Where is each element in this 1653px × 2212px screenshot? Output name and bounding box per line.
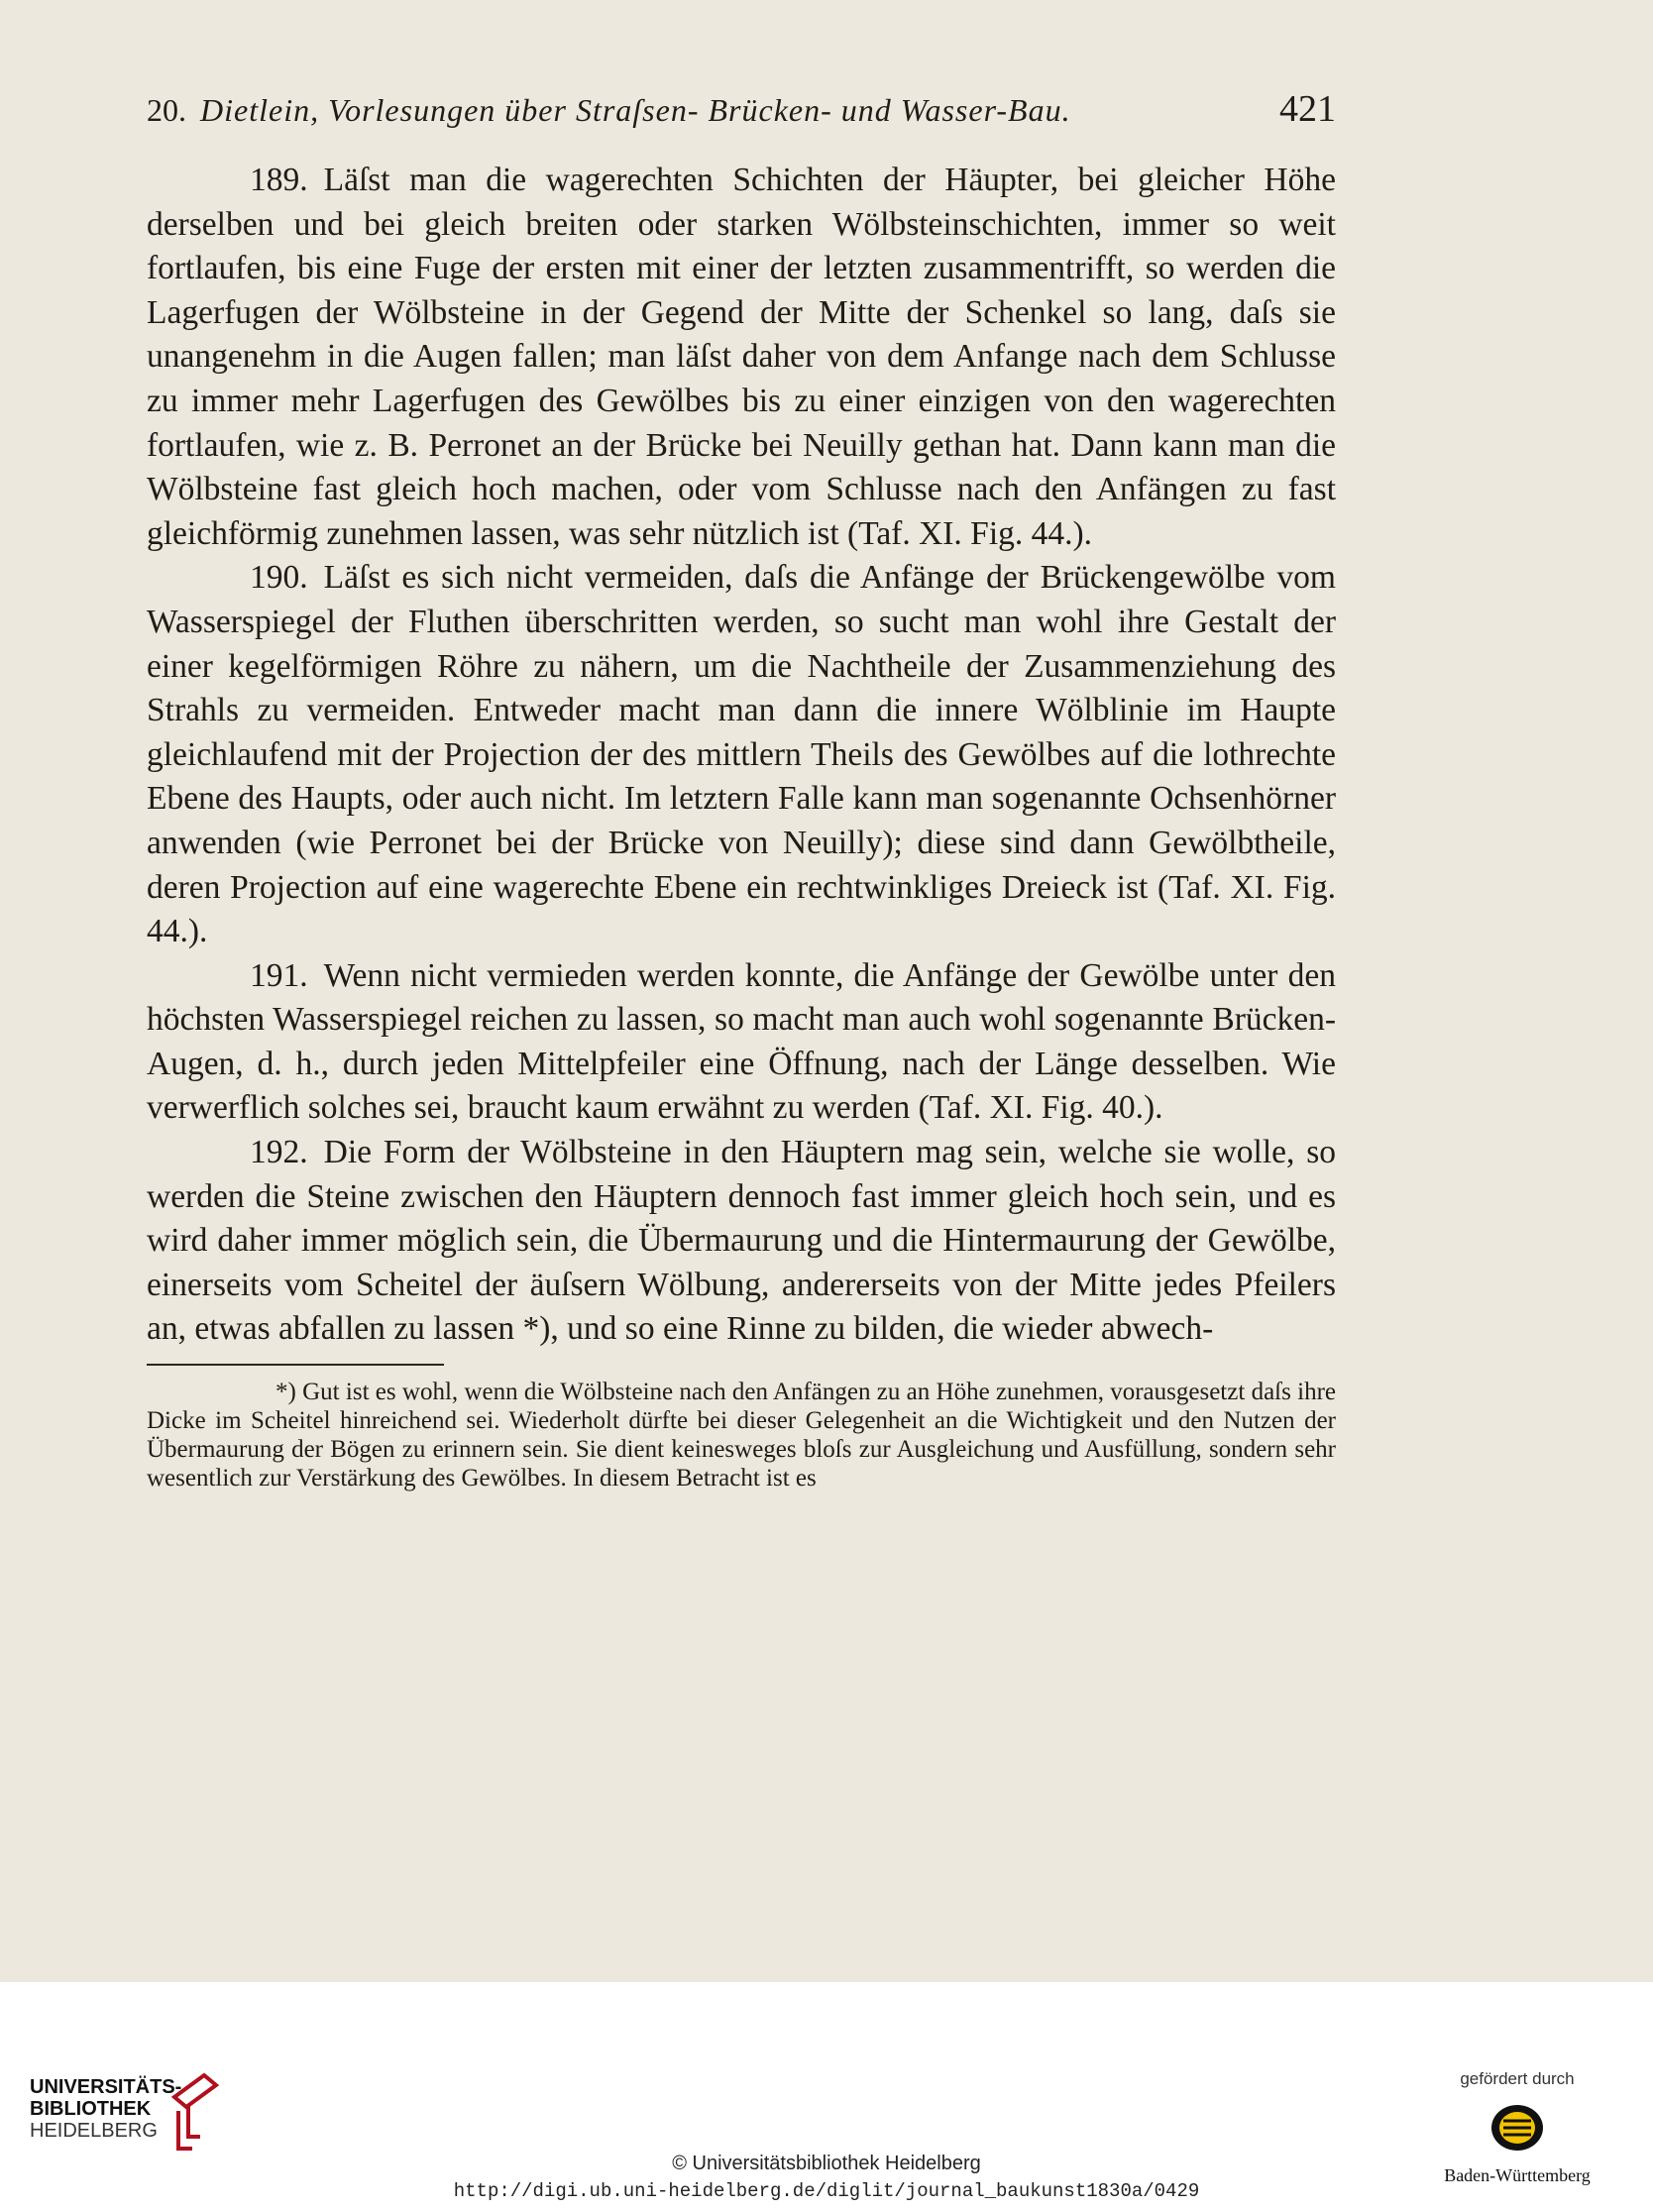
running-head-title: Dietlein, Vorlesungen über Straſsen- Brücken- und Wasser-Bau. bbox=[200, 92, 1071, 128]
main-text bbox=[147, 159, 1336, 1352]
library-name-line1: UNIVERSITÄTS- bbox=[30, 2076, 182, 2098]
text-block bbox=[147, 87, 1336, 1493]
library-name-line2: BIBLIOTHEK bbox=[30, 2098, 152, 2120]
paragraph-text: Läſst es sich nicht vermeiden, daſs die Anfänge der Brückengewölbe vom Wasserspiegel der Fluthen überschritten werden, so sucht man wohl ihre Gestalt der einer kegelförmigen Röhre zu nähern, um die Nachtheile der Zusammenziehung des Strahls zu vermeiden. Entweder macht man dann die innere Wölblinie im Haupte gleichlaufend mit der Projection der des mittlern Theils des Gewölbes auf die lothrechte Ebene des Haupts, oder auch nicht. Im letztern Falle kann man sogenannte Ochsenhörner anwenden (wie Perronet bei der Brücke von Neuilly); diese sind dann Gewölbtheile, deren Projection auf eine wagerechte Ebene ein rechtwinkliges Dreieck ist (Taf. XI. Fig. 44.). bbox=[147, 559, 1336, 950]
baden-wuerttemberg-seal-icon bbox=[1489, 2103, 1545, 2153]
section-number: 191. bbox=[250, 956, 308, 994]
paragraph-189 bbox=[147, 159, 1336, 556]
funder-name: Baden-Württemberg bbox=[1444, 2165, 1591, 2185]
library-name-line3: HEIDELBERG bbox=[30, 2120, 158, 2142]
running-head bbox=[147, 87, 1336, 147]
permalink[interactable]: http://digi.ub.uni-heidelberg.de/diglit/journal_baukunst1830a/0429 bbox=[453, 2180, 1200, 2202]
funder-block bbox=[1433, 2069, 1601, 2186]
paragraph-text: Die Form der Wölbsteine in den Häuptern mag sein, welche sie wolle, so werden die Steine zwischen den Häuptern dennoch fast immer gleich hoch sein, und es wird daher immer möglich sein, die Übermaurung und die Hintermaurung der Gewölbe, einerseits vom Scheitel der äuſsern Wölbung, andererseits von der Mitte jedes Pfeilers an, etwas abfallen zu lassen *), und so eine Rinne zu bilden, die wieder abwech- bbox=[147, 1134, 1336, 1348]
library-logo-icon bbox=[165, 2067, 222, 2157]
footnote-rule bbox=[147, 1364, 444, 1366]
section-number: 190. bbox=[250, 559, 308, 597]
library-logo-text[interactable] bbox=[30, 2076, 181, 2142]
copyright-notice: © Universitätsbibliothek Heidelberg bbox=[672, 2153, 981, 2174]
paragraph-190 bbox=[147, 556, 1336, 953]
footer bbox=[0, 1982, 1653, 2212]
footnote bbox=[147, 1378, 1336, 1493]
running-head-number: 20. bbox=[147, 92, 186, 128]
page-number: 421 bbox=[1279, 88, 1336, 130]
paragraph-text: Wenn nicht vermieden werden konnte, die Anfänge der Gewölbe unter den höchsten Wasserspiegel reichen zu lassen, so macht man auch wohl sogenannte Brücken-Augen, d. h., durch jeden Mittelpfeiler eine Öffnung, nach der Länge desselben. Wie verwerflich solches sei, braucht kaum erwähnt zu werden (Taf. XI. Fig. 40.). bbox=[147, 956, 1336, 1127]
paragraph-191 bbox=[147, 954, 1336, 1131]
section-number: 192. bbox=[250, 1134, 308, 1171]
paragraph-text: Läſst man die wagerechten Schichten der Häupter, bei gleicher Höhe derselben und bei gleich breiten oder starken Wölbsteinschichten, immer so weit fortlaufen, bis eine Fuge der ersten mit einer der letzten zusammentrifft, so werden die Lagerfugen der Wölbsteine in der Gegend der Mitte der Schenkel so lang, daſs sie unangenehm in die Augen fallen; man läſst daher von dem Anfange nach dem Schlusse zu immer mehr Lagerfugen des Gewölbes bis zu einer einzigen von den wagerechten fortlaufen, wie z. B. Perronet an der Brücke bei Neuilly gethan hat. Dann kann man die Wölbsteine fast gleich hoch machen, oder vom Schlusse nach den Anfängen zu fast gleichförmig zunehmen lassen, was sehr nützlich ist (Taf. XI. Fig. 44.). bbox=[147, 162, 1336, 552]
funded-by-label: gefördert durch bbox=[1460, 2069, 1575, 2088]
paragraph-192 bbox=[147, 1131, 1336, 1352]
section-number: 189. bbox=[250, 162, 308, 198]
footnote-text: *) Gut ist es wohl, wenn die Wölbsteine nach den Anfängen zu an Höhe zunehmen, vorausgesetzt daſs ihre Dicke im Scheitel hinreichend sei. Wiederholt dürfte bei dieser Gelegenheit an die Wichtigkeit und den Nutzen der Übermaurung der Bögen zu erinnern sein. Sie dient keinesweges bloſs zur Ausgleichung und Ausfüllung, sondern sehr wesentlich zur Verstärkung des Gewölbes. In diesem Betracht ist es bbox=[147, 1379, 1336, 1493]
